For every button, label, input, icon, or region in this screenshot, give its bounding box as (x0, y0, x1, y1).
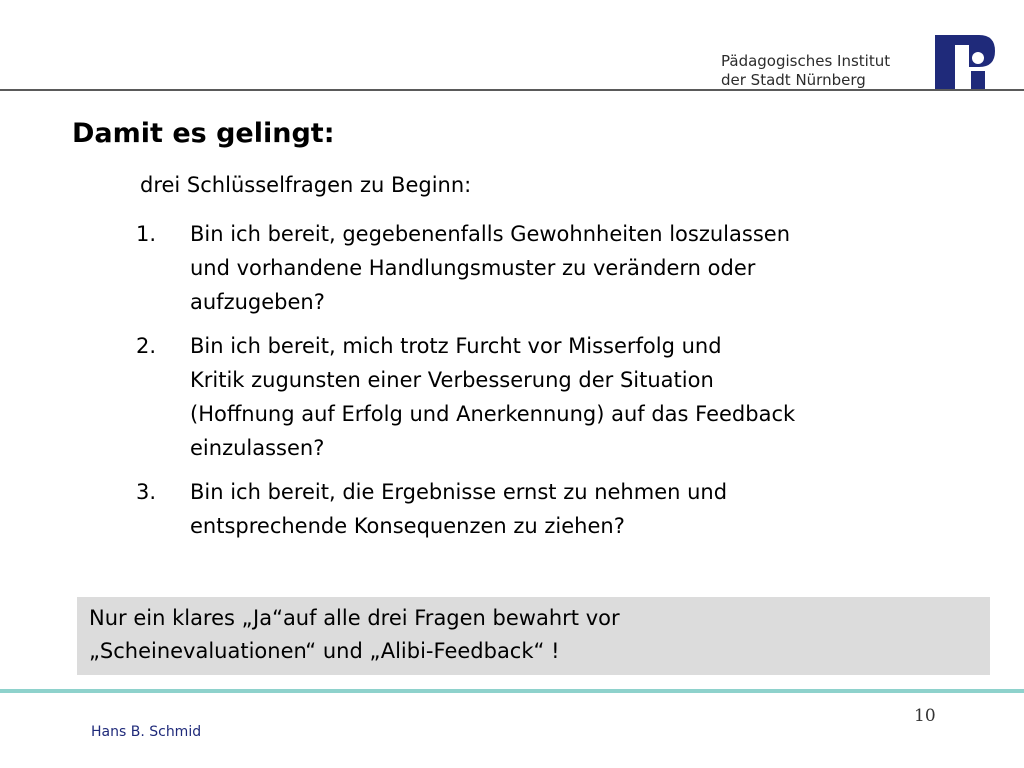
author-name: Hans B. Schmid (91, 724, 202, 740)
header-divider (0, 89, 1024, 91)
question-item-3 (136, 475, 986, 543)
question-item-2 (136, 329, 986, 465)
pi-logo-icon (933, 33, 997, 93)
question-line: (Hoffnung auf Erfolg und Anerkennung) auf das Feedback (190, 402, 796, 426)
logo-i-stem (971, 71, 985, 91)
callout-line-2: „Scheinevaluationen“ und „Alibi-Feedback“ ! (89, 639, 560, 663)
question-line: einzulassen? (190, 436, 325, 460)
question-line: Kritik zugunsten einer Verbesserung der Situation (190, 368, 714, 392)
question-line: Bin ich bereit, gegebenenfalls Gewohnheiten loszulassen (190, 222, 790, 246)
institute-name (721, 52, 921, 90)
question-number: 1. (136, 222, 157, 246)
question-line: entsprechende Konsequenzen zu ziehen? (190, 514, 625, 538)
question-line: und vorhandene Handlungsmuster zu verändern oder (190, 256, 756, 280)
question-list (136, 217, 986, 553)
callout-line-1: Nur ein klares „Ja“auf alle drei Fragen bewahrt vor (89, 606, 620, 630)
conclusion-callout (77, 597, 990, 675)
logo-stem (935, 35, 955, 91)
question-line: Bin ich bereit, die Ergebnisse ernst zu nehmen und (190, 480, 728, 504)
institute-line-2: der Stadt Nürnberg (721, 71, 866, 89)
question-number: 2. (136, 334, 157, 358)
slide-title: Damit es gelingt: (72, 118, 335, 149)
question-line: aufzugeben? (190, 290, 325, 314)
logo-i-dot (972, 52, 984, 64)
question-number: 3. (136, 480, 157, 504)
page-number: 10 (914, 706, 936, 726)
logo-inner-white (955, 45, 969, 89)
question-line: Bin ich bereit, mich trotz Furcht vor Misserfolg und (190, 334, 722, 358)
question-item-1 (136, 217, 986, 319)
footer-divider (0, 689, 1024, 693)
intro-text: drei Schlüsselfragen zu Beginn: (140, 173, 472, 197)
institute-line-1: Pädagogisches Institut (721, 52, 891, 70)
